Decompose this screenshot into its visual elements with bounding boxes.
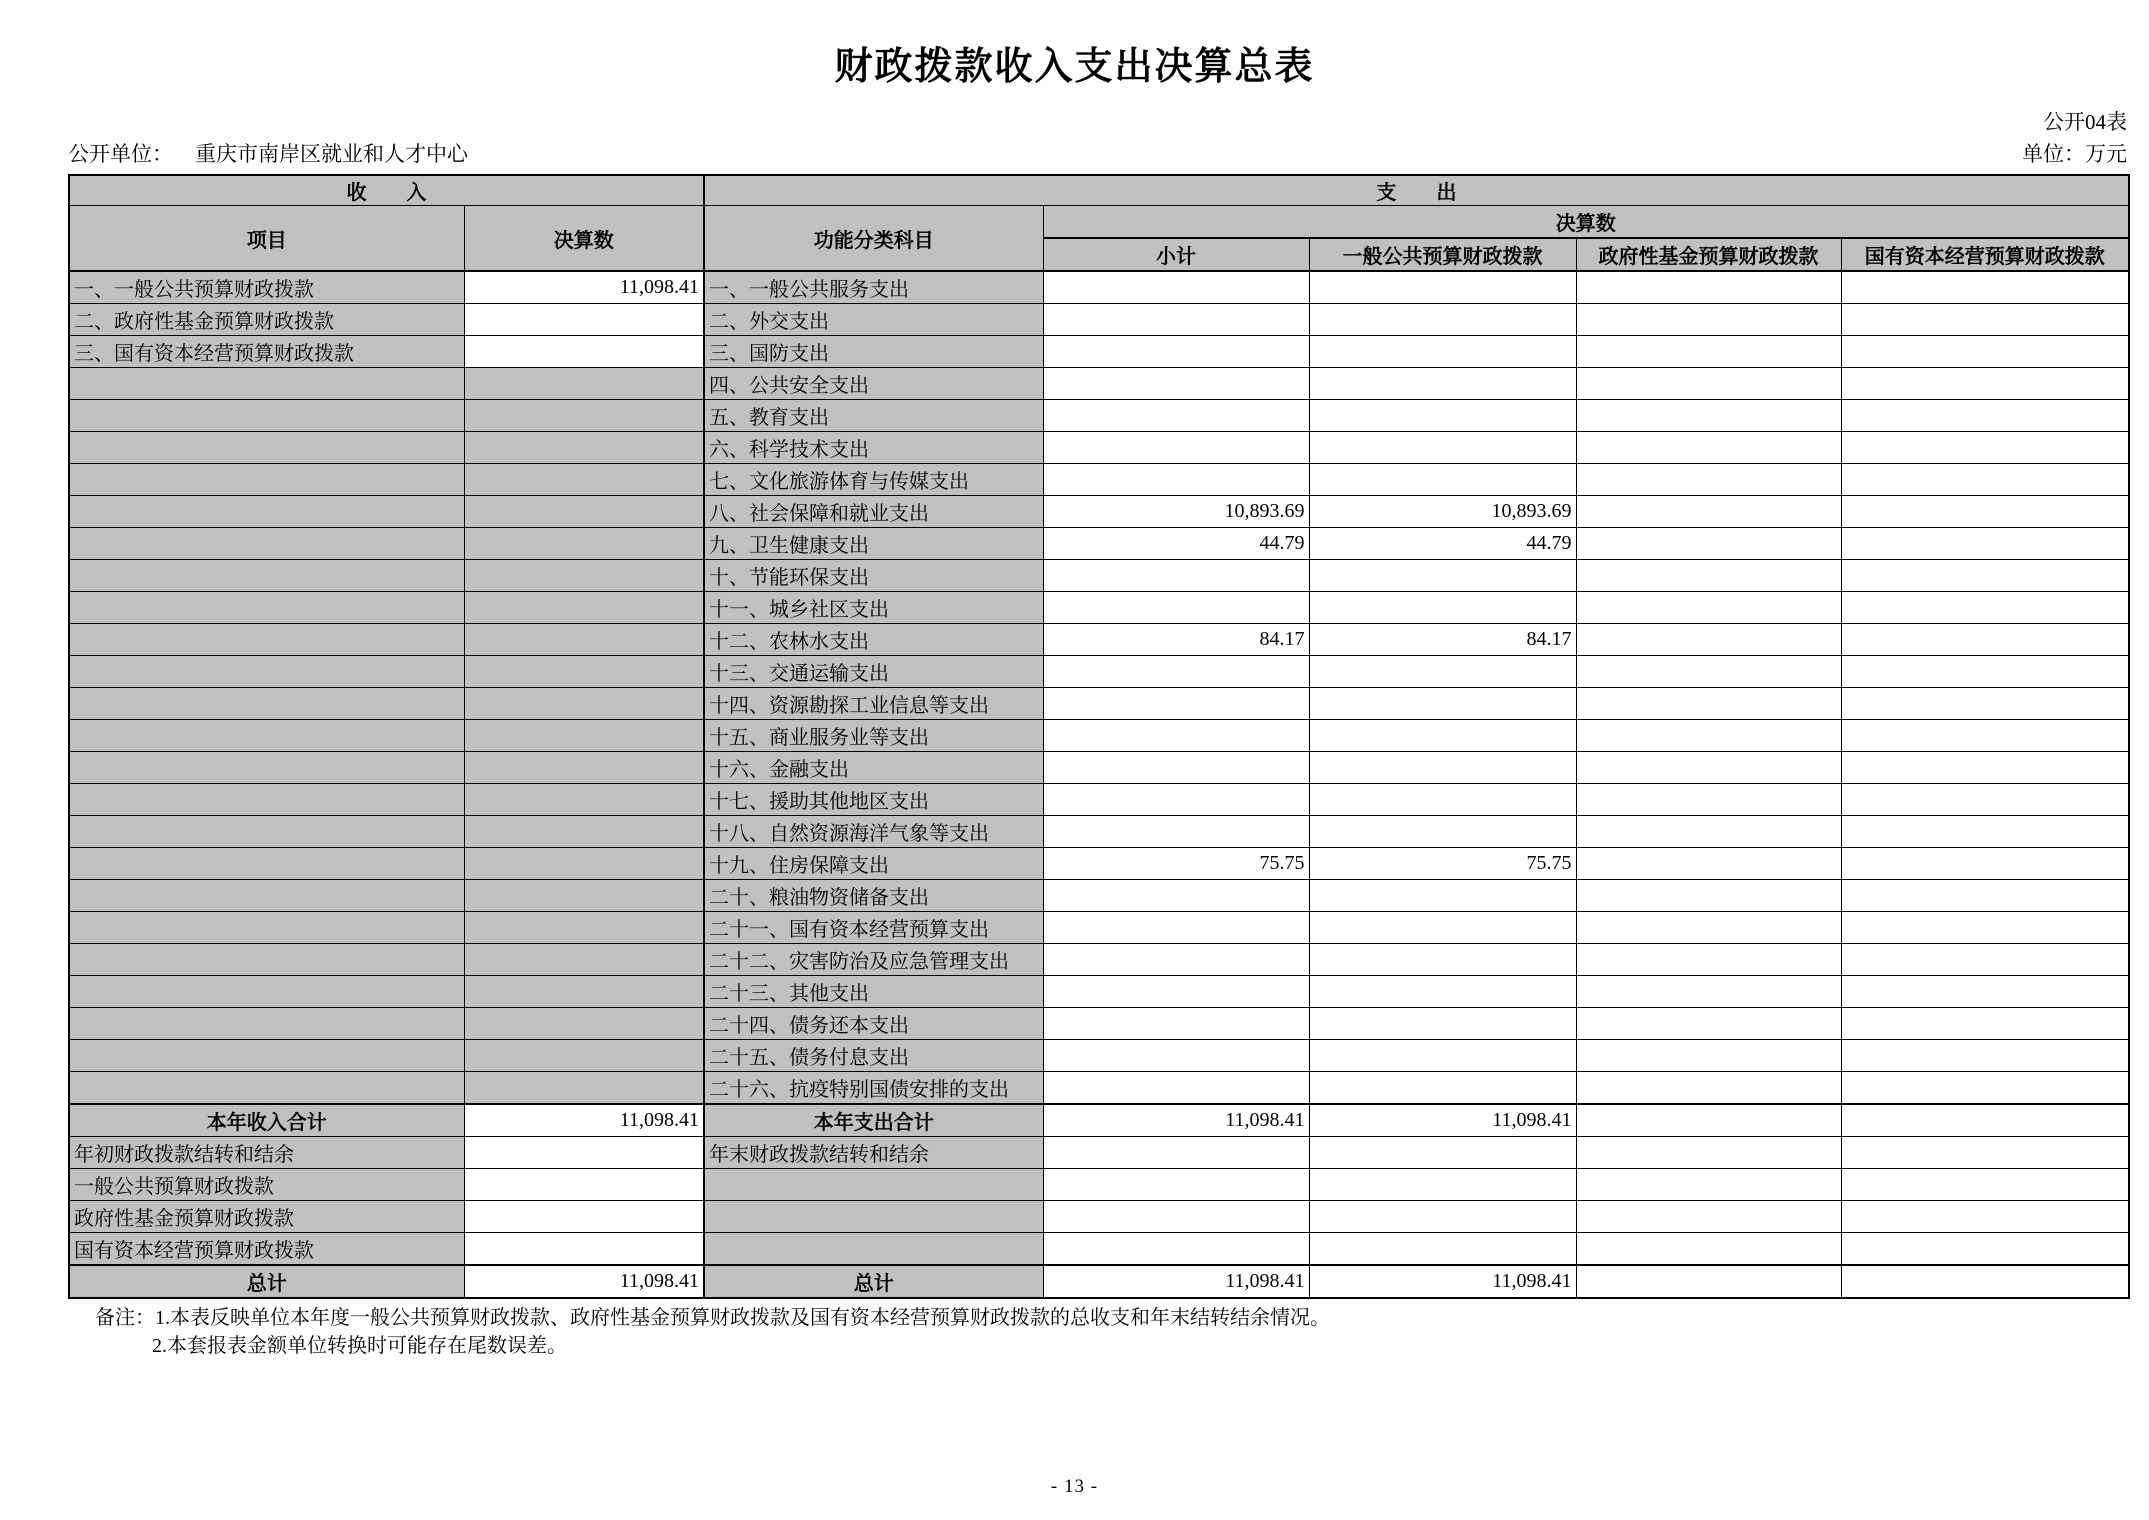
subtotal-cell: [1043, 592, 1309, 624]
gov-fund-cell: [1576, 400, 1841, 432]
general-budget-cell: [1309, 336, 1576, 368]
gov-fund-cell: [1576, 1201, 1841, 1233]
col-header-func-category: 功能分类科目: [704, 206, 1043, 272]
general-budget-cell: [1309, 1201, 1576, 1233]
revenue-item-cell: [69, 752, 464, 784]
state-capital-cell: [1841, 688, 2129, 720]
gov-fund-cell: [1576, 592, 1841, 624]
gov-fund-cell: [1576, 624, 1841, 656]
general-budget-cell: [1309, 976, 1576, 1008]
revenue-amount-cell: [464, 336, 704, 368]
revenue-amount-cell: [464, 400, 704, 432]
general-budget-cell: 44.79: [1309, 528, 1576, 560]
gov-fund-cell: [1576, 432, 1841, 464]
general-budget-cell: [1309, 1169, 1576, 1201]
gov-fund-cell: [1576, 1137, 1841, 1169]
general-budget-cell: [1309, 816, 1576, 848]
revenue-amount-cell: [464, 624, 704, 656]
gov-fund-cell: [1576, 528, 1841, 560]
revenue-item-cell: [69, 1008, 464, 1040]
general-budget-cell: [1309, 752, 1576, 784]
gov-fund-cell: [1576, 464, 1841, 496]
state-capital-cell: [1841, 944, 2129, 976]
revenue-amount-cell: [464, 784, 704, 816]
revenue-amount-cell: [464, 656, 704, 688]
gov-fund-cell: [1576, 752, 1841, 784]
revenue-item-cell: 二、政府性基金预算财政拨款: [69, 304, 464, 336]
revenue-item-cell: [69, 1040, 464, 1072]
subtotal-cell: [1043, 336, 1309, 368]
gov-fund-cell: [1576, 304, 1841, 336]
table-head: [69, 175, 2129, 271]
state-capital-cell: [1841, 656, 2129, 688]
state-capital-cell: [1841, 1265, 2129, 1298]
footnote-1: 备注：1.本表反映单位本年度一般公共预算财政拨款、政府性基金预算财政拨款及国有资本经营预算财政拨款的总收支和年末结转结余情况。: [95, 1307, 1330, 1329]
general-budget-cell: 10,893.69: [1309, 496, 1576, 528]
state-capital-cell: [1841, 880, 2129, 912]
col-header-final-amount: 决算数: [464, 206, 704, 272]
gov-fund-cell: [1576, 976, 1841, 1008]
gov-fund-cell: [1576, 1072, 1841, 1105]
state-capital-cell: [1841, 1137, 2129, 1169]
revenue-item-cell: 年初财政拨款结转和结余: [69, 1137, 464, 1169]
revenue-amount-cell: [464, 912, 704, 944]
col-header-item: 项目: [69, 206, 464, 272]
subtotal-cell: 75.75: [1043, 848, 1309, 880]
revenue-item-cell: [69, 528, 464, 560]
subtotal-cell: [1043, 784, 1309, 816]
general-budget-cell: [1309, 1233, 1576, 1266]
state-capital-cell: [1841, 784, 2129, 816]
general-budget-cell: [1309, 912, 1576, 944]
general-budget-cell: [1309, 720, 1576, 752]
subtotal-cell: [1043, 944, 1309, 976]
expenditure-item-cell: 十二、农林水支出: [704, 624, 1043, 656]
state-capital-cell: [1841, 496, 2129, 528]
table-row: [69, 880, 2129, 912]
org-line: [68, 138, 468, 168]
revenue-item-cell: [69, 784, 464, 816]
gov-fund-cell: [1576, 816, 1841, 848]
table-body: [69, 271, 2129, 1298]
revenue-item-cell: [69, 560, 464, 592]
expenditure-item-cell: 十五、商业服务业等支出: [704, 720, 1043, 752]
state-capital-cell: [1841, 752, 2129, 784]
state-capital-cell: [1841, 432, 2129, 464]
subtotal-cell: [1043, 1201, 1309, 1233]
revenue-item-cell: [69, 368, 464, 400]
table-row: [69, 1008, 2129, 1040]
general-budget-cell: [1309, 304, 1576, 336]
gov-fund-cell: [1576, 880, 1841, 912]
table-row: [69, 752, 2129, 784]
gov-fund-cell: [1576, 1008, 1841, 1040]
gov-fund-cell: [1576, 496, 1841, 528]
table-row: [69, 271, 2129, 304]
expenditure-item-cell: 五、教育支出: [704, 400, 1043, 432]
table-row: [69, 784, 2129, 816]
expenditure-item-cell: 十一、城乡社区支出: [704, 592, 1043, 624]
revenue-amount-cell: [464, 848, 704, 880]
gov-fund-cell: [1576, 1169, 1841, 1201]
revenue-amount-cell: [464, 528, 704, 560]
revenue-amount-cell: [464, 592, 704, 624]
expenditure-item-cell: 二、外交支出: [704, 304, 1043, 336]
table-row: [69, 656, 2129, 688]
expenditure-item-cell: 三、国防支出: [704, 336, 1043, 368]
table-row: [69, 944, 2129, 976]
subtotal-cell: 10,893.69: [1043, 496, 1309, 528]
state-capital-cell: [1841, 624, 2129, 656]
revenue-amount-cell: [464, 432, 704, 464]
state-capital-cell: [1841, 1169, 2129, 1201]
expenditure-item-cell: 十三、交通运输支出: [704, 656, 1043, 688]
expenditure-item-cell: [704, 1233, 1043, 1266]
page-title: 财政拨款收入支出决算总表: [834, 46, 1315, 88]
revenue-amount-cell: [464, 560, 704, 592]
general-budget-cell: [1309, 1008, 1576, 1040]
table-row: [69, 464, 2129, 496]
state-capital-cell: [1841, 912, 2129, 944]
gov-fund-cell: [1576, 688, 1841, 720]
state-capital-cell: [1841, 1233, 2129, 1266]
revenue-item-cell: [69, 624, 464, 656]
state-capital-cell: [1841, 271, 2129, 304]
general-budget-cell: [1309, 464, 1576, 496]
gov-fund-cell: [1576, 912, 1841, 944]
expenditure-item-cell: 十、节能环保支出: [704, 560, 1043, 592]
table-row: [69, 432, 2129, 464]
subtotal-cell: [1043, 1137, 1309, 1169]
revenue-item-cell: [69, 464, 464, 496]
expenditure-item-cell: 总计: [704, 1265, 1043, 1298]
general-budget-cell: [1309, 1072, 1576, 1105]
table-row: [69, 400, 2129, 432]
state-capital-cell: [1841, 368, 2129, 400]
table-row: [69, 1104, 2129, 1137]
general-budget-cell: [1309, 592, 1576, 624]
section-header-row: [69, 175, 2129, 206]
table-row: [69, 1201, 2129, 1233]
subtotal-cell: [1043, 368, 1309, 400]
revenue-item-cell: [69, 496, 464, 528]
expenditure-item-cell: 十九、住房保障支出: [704, 848, 1043, 880]
expenditure-item-cell: 十四、资源勘探工业信息等支出: [704, 688, 1043, 720]
revenue-item-cell: [69, 720, 464, 752]
footnotes: [95, 1304, 2149, 1360]
revenue-item-cell: 国有资本经营预算财政拨款: [69, 1233, 464, 1266]
revenue-item-cell: [69, 880, 464, 912]
state-capital-cell: [1841, 560, 2129, 592]
revenue-item-cell: [69, 848, 464, 880]
gov-fund-cell: [1576, 720, 1841, 752]
state-capital-cell: [1841, 1040, 2129, 1072]
subtotal-cell: [1043, 464, 1309, 496]
table-row: [69, 912, 2129, 944]
org-name: 重庆市南岸区就业和人才中心: [195, 142, 468, 166]
table-row: [69, 976, 2129, 1008]
expenditure-item-cell: 一、一般公共服务支出: [704, 271, 1043, 304]
expenditure-item-cell: 二十、粮油物资储备支出: [704, 880, 1043, 912]
revenue-amount-cell: [464, 464, 704, 496]
expenditure-item-cell: 二十一、国有资本经营预算支出: [704, 912, 1043, 944]
general-budget-cell: 11,098.41: [1309, 1265, 1576, 1298]
expenditure-item-cell: 本年支出合计: [704, 1104, 1043, 1137]
revenue-item-cell: [69, 912, 464, 944]
gov-fund-cell: [1576, 560, 1841, 592]
expenditure-item-cell: 七、文化旅游体育与传媒支出: [704, 464, 1043, 496]
revenue-item-cell: [69, 816, 464, 848]
revenue-amount-cell: [464, 752, 704, 784]
expenditure-item-cell: 二十五、债务付息支出: [704, 1040, 1043, 1072]
state-capital-cell: [1841, 816, 2129, 848]
table-row: [69, 1040, 2129, 1072]
revenue-amount-cell: [464, 1072, 704, 1105]
meta-row: [68, 138, 2127, 168]
revenue-amount-cell: [464, 1233, 704, 1266]
table-row: [69, 848, 2129, 880]
gov-fund-cell: [1576, 656, 1841, 688]
gov-fund-cell: [1576, 1104, 1841, 1137]
state-capital-cell: [1841, 464, 2129, 496]
table-row: [69, 560, 2129, 592]
gov-fund-cell: [1576, 1265, 1841, 1298]
fiscal-table: [68, 174, 2130, 1299]
general-budget-cell: 75.75: [1309, 848, 1576, 880]
subtotal-cell: [1043, 1169, 1309, 1201]
revenue-item-cell: 一般公共预算财政拨款: [69, 1169, 464, 1201]
state-capital-cell: [1841, 848, 2129, 880]
general-budget-cell: [1309, 784, 1576, 816]
subtotal-cell: 11,098.41: [1043, 1265, 1309, 1298]
expenditure-item-cell: 二十二、灾害防治及应急管理支出: [704, 944, 1043, 976]
revenue-amount-cell: [464, 368, 704, 400]
revenue-amount-cell: [464, 720, 704, 752]
revenue-item-cell: [69, 944, 464, 976]
state-capital-cell: [1841, 336, 2129, 368]
table-row: [69, 528, 2129, 560]
revenue-item-cell: [69, 656, 464, 688]
gov-fund-cell: [1576, 271, 1841, 304]
gov-fund-cell: [1576, 1040, 1841, 1072]
page-number: - 13 -: [1050, 1476, 1099, 1497]
expenditure-item-cell: 十六、金融支出: [704, 752, 1043, 784]
subtotal-cell: [1043, 880, 1309, 912]
revenue-item-cell: [69, 592, 464, 624]
expenditure-item-cell: 十八、自然资源海洋气象等支出: [704, 816, 1043, 848]
state-capital-cell: [1841, 720, 2129, 752]
gov-fund-cell: [1576, 368, 1841, 400]
expenditure-item-cell: 九、卫生健康支出: [704, 528, 1043, 560]
table-row: [69, 1233, 2129, 1266]
general-budget-cell: [1309, 1137, 1576, 1169]
revenue-amount-cell: 11,098.41: [464, 1265, 704, 1298]
revenue-amount-cell: [464, 944, 704, 976]
subtotal-cell: [1043, 304, 1309, 336]
table-row: [69, 624, 2129, 656]
subtotal-cell: [1043, 656, 1309, 688]
general-budget-cell: [1309, 656, 1576, 688]
gov-fund-cell: [1576, 784, 1841, 816]
general-budget-cell: 11,098.41: [1309, 1104, 1576, 1137]
subtotal-cell: [1043, 976, 1309, 1008]
revenue-item-cell: [69, 1072, 464, 1105]
table-row: [69, 592, 2129, 624]
state-capital-cell: [1841, 1104, 2129, 1137]
expenditure-item-cell: 二十三、其他支出: [704, 976, 1043, 1008]
revenue-amount-cell: [464, 688, 704, 720]
expenditure-item-cell: [704, 1169, 1043, 1201]
table-row: [69, 1265, 2129, 1298]
revenue-amount-cell: [464, 304, 704, 336]
general-budget-cell: [1309, 1040, 1576, 1072]
org-label: 公开单位：: [68, 142, 173, 166]
subtotal-cell: [1043, 1233, 1309, 1266]
revenue-item-cell: 三、国有资本经营预算财政拨款: [69, 336, 464, 368]
revenue-amount-cell: [464, 1137, 704, 1169]
col-header-state-capital: 国有资本经营预算财政拨款: [1841, 238, 2129, 271]
subtotal-cell: [1043, 720, 1309, 752]
expenditure-item-cell: 二十四、债务还本支出: [704, 1008, 1043, 1040]
state-capital-cell: [1841, 304, 2129, 336]
table-row: [69, 304, 2129, 336]
state-capital-cell: [1841, 592, 2129, 624]
general-budget-cell: [1309, 400, 1576, 432]
table-row: [69, 1137, 2129, 1169]
subtotal-cell: [1043, 1072, 1309, 1105]
general-budget-cell: [1309, 560, 1576, 592]
state-capital-cell: [1841, 976, 2129, 1008]
form-code: 公开04表: [2043, 110, 2127, 134]
revenue-amount-cell: 11,098.41: [464, 1104, 704, 1137]
table-row: [69, 336, 2129, 368]
state-capital-cell: [1841, 1201, 2129, 1233]
state-capital-cell: [1841, 1072, 2129, 1105]
expenditure-item-cell: 二十六、抗疫特别国债安排的支出: [704, 1072, 1043, 1105]
revenue-item-cell: 一、一般公共预算财政拨款: [69, 271, 464, 304]
revenue-amount-cell: [464, 976, 704, 1008]
general-budget-cell: 84.17: [1309, 624, 1576, 656]
section-revenue: 收 入: [69, 175, 704, 206]
revenue-item-cell: 总计: [69, 1265, 464, 1298]
col-header-final-amounts: 决算数: [1043, 206, 2129, 239]
subtotal-cell: 84.17: [1043, 624, 1309, 656]
gov-fund-cell: [1576, 944, 1841, 976]
table-row: [69, 496, 2129, 528]
state-capital-cell: [1841, 400, 2129, 432]
general-budget-cell: [1309, 944, 1576, 976]
subtotal-cell: [1043, 816, 1309, 848]
revenue-item-cell: [69, 432, 464, 464]
unit-label: 单位：万元: [2022, 142, 2127, 166]
footnote-2: 2.本套报表金额单位转换时可能存在尾数误差。: [152, 1335, 567, 1357]
col-header-subtotal: 小计: [1043, 238, 1309, 271]
revenue-amount-cell: [464, 1040, 704, 1072]
expenditure-item-cell: [704, 1201, 1043, 1233]
revenue-amount-cell: [464, 880, 704, 912]
revenue-item-cell: [69, 688, 464, 720]
subtotal-cell: [1043, 1008, 1309, 1040]
general-budget-cell: [1309, 432, 1576, 464]
general-budget-cell: [1309, 688, 1576, 720]
table-row: [69, 1072, 2129, 1105]
table-row: [69, 1169, 2129, 1201]
gov-fund-cell: [1576, 336, 1841, 368]
col-header-general-public: 一般公共预算财政拨款: [1309, 238, 1576, 271]
section-expenditure: 支 出: [704, 175, 2129, 206]
revenue-amount-cell: 11,098.41: [464, 271, 704, 304]
subtotal-cell: [1043, 400, 1309, 432]
subtotal-cell: 44.79: [1043, 528, 1309, 560]
subtotal-cell: [1043, 912, 1309, 944]
revenue-amount-cell: [464, 496, 704, 528]
gov-fund-cell: [1576, 848, 1841, 880]
table-row: [69, 816, 2129, 848]
table-row: [69, 720, 2129, 752]
revenue-amount-cell: [464, 1201, 704, 1233]
revenue-amount-cell: [464, 816, 704, 848]
gov-fund-cell: [1576, 1233, 1841, 1266]
revenue-item-cell: [69, 976, 464, 1008]
state-capital-cell: [1841, 1008, 2129, 1040]
column-header-row-1: [69, 206, 2129, 239]
revenue-item-cell: [69, 400, 464, 432]
revenue-amount-cell: [464, 1169, 704, 1201]
table-row: [69, 688, 2129, 720]
subtotal-cell: [1043, 752, 1309, 784]
expenditure-item-cell: 八、社会保障和就业支出: [704, 496, 1043, 528]
subtotal-cell: [1043, 560, 1309, 592]
subtotal-cell: [1043, 432, 1309, 464]
subtotal-cell: 11,098.41: [1043, 1104, 1309, 1137]
general-budget-cell: [1309, 368, 1576, 400]
expenditure-item-cell: 年末财政拨款结转和结余: [704, 1137, 1043, 1169]
state-capital-cell: [1841, 528, 2129, 560]
expenditure-item-cell: 十七、援助其他地区支出: [704, 784, 1043, 816]
general-budget-cell: [1309, 880, 1576, 912]
general-budget-cell: [1309, 271, 1576, 304]
subtotal-cell: [1043, 688, 1309, 720]
revenue-amount-cell: [464, 1008, 704, 1040]
revenue-item-cell: 政府性基金预算财政拨款: [69, 1201, 464, 1233]
expenditure-item-cell: 四、公共安全支出: [704, 368, 1043, 400]
subtotal-cell: [1043, 271, 1309, 304]
subtotal-cell: [1043, 1040, 1309, 1072]
expenditure-item-cell: 六、科学技术支出: [704, 432, 1043, 464]
col-header-gov-funds: 政府性基金预算财政拨款: [1576, 238, 1841, 271]
revenue-item-cell: 本年收入合计: [69, 1104, 464, 1137]
table-row: [69, 368, 2129, 400]
